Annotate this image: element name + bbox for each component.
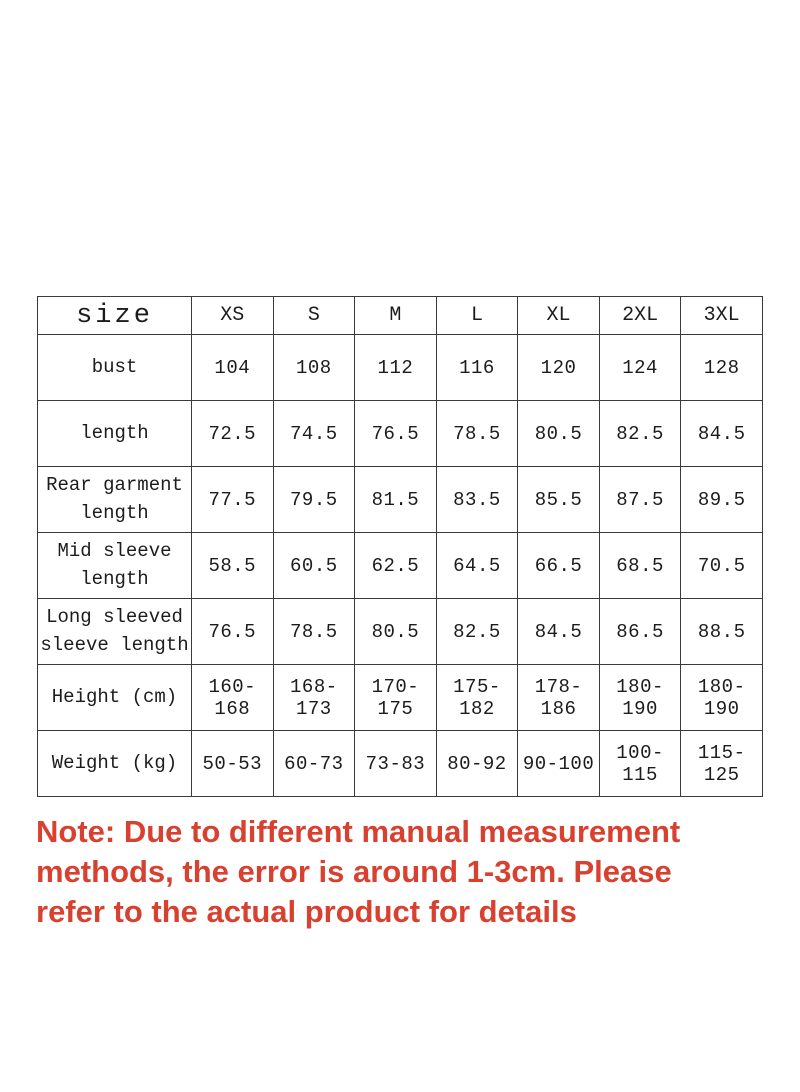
rear-garment-value-xl: 85.5 xyxy=(518,467,600,533)
size-chart-table xyxy=(37,296,763,797)
row-label-rear-garment-length: Rear garment length xyxy=(38,467,192,533)
bust-value-2xl: 124 xyxy=(599,335,681,401)
length-value-l: 78.5 xyxy=(436,401,518,467)
column-header-s: S xyxy=(273,297,355,335)
rear-garment-value-l: 83.5 xyxy=(436,467,518,533)
row-label-bust: bust xyxy=(38,335,192,401)
length-value-2xl: 82.5 xyxy=(599,401,681,467)
long-sleeve-value-l: 82.5 xyxy=(436,599,518,665)
long-sleeve-value-s: 78.5 xyxy=(273,599,355,665)
rear-garment-value-2xl: 87.5 xyxy=(599,467,681,533)
bust-value-xs: 104 xyxy=(192,335,274,401)
note-line: Note: Due to different manual measurement xyxy=(36,814,681,849)
table-row-rear-garment-length xyxy=(38,467,763,533)
long-sleeve-value-xs: 76.5 xyxy=(192,599,274,665)
bust-value-l: 116 xyxy=(436,335,518,401)
rear-garment-value-3xl: 89.5 xyxy=(681,467,763,533)
column-header-xl: XL xyxy=(518,297,600,335)
bust-value-s: 108 xyxy=(273,335,355,401)
column-header-2xl: 2XL xyxy=(599,297,681,335)
mid-sleeve-value-l: 64.5 xyxy=(436,533,518,599)
mid-sleeve-value-xs: 58.5 xyxy=(192,533,274,599)
length-value-3xl: 84.5 xyxy=(681,401,763,467)
bust-value-3xl: 128 xyxy=(681,335,763,401)
table-row-height xyxy=(38,665,763,731)
bust-value-m: 112 xyxy=(355,335,437,401)
column-header-m: M xyxy=(355,297,437,335)
column-header-xs: XS xyxy=(192,297,274,335)
size-header-cell: size xyxy=(38,297,192,335)
column-header-l: L xyxy=(436,297,518,335)
length-value-m: 76.5 xyxy=(355,401,437,467)
note-line: refer to the actual product for details xyxy=(36,894,577,929)
table-row-long-sleeved-sleeve-length xyxy=(38,599,763,665)
table-row-bust xyxy=(38,335,763,401)
row-label-mid-sleeve-length: Mid sleeve length xyxy=(38,533,192,599)
mid-sleeve-value-m: 62.5 xyxy=(355,533,437,599)
table-row-mid-sleeve-length xyxy=(38,533,763,599)
table-row-length xyxy=(38,401,763,467)
rear-garment-value-xs: 77.5 xyxy=(192,467,274,533)
table-row-weight xyxy=(38,731,763,797)
height-value-2xl: 180-190 xyxy=(599,665,681,731)
length-value-xl: 80.5 xyxy=(518,401,600,467)
row-label-length: length xyxy=(38,401,192,467)
measurement-note xyxy=(36,812,788,932)
mid-sleeve-value-xl: 66.5 xyxy=(518,533,600,599)
long-sleeve-value-2xl: 86.5 xyxy=(599,599,681,665)
height-value-xl: 178-186 xyxy=(518,665,600,731)
weight-value-2xl: 100-115 xyxy=(599,731,681,797)
weight-value-xs: 50-53 xyxy=(192,731,274,797)
height-value-m: 170-175 xyxy=(355,665,437,731)
height-value-xs: 160-168 xyxy=(192,665,274,731)
height-value-3xl: 180-190 xyxy=(681,665,763,731)
weight-value-s: 60-73 xyxy=(273,731,355,797)
height-value-s: 168-173 xyxy=(273,665,355,731)
weight-value-xl: 90-100 xyxy=(518,731,600,797)
weight-value-l: 80-92 xyxy=(436,731,518,797)
mid-sleeve-value-s: 60.5 xyxy=(273,533,355,599)
rear-garment-value-s: 79.5 xyxy=(273,467,355,533)
mid-sleeve-value-3xl: 70.5 xyxy=(681,533,763,599)
column-header-3xl: 3XL xyxy=(681,297,763,335)
length-value-s: 74.5 xyxy=(273,401,355,467)
height-value-l: 175-182 xyxy=(436,665,518,731)
row-label-long-sleeved-sleeve-length: Long sleeved sleeve length xyxy=(38,599,192,665)
row-label-height: Height (cm) xyxy=(38,665,192,731)
length-value-xs: 72.5 xyxy=(192,401,274,467)
long-sleeve-value-3xl: 88.5 xyxy=(681,599,763,665)
weight-value-m: 73-83 xyxy=(355,731,437,797)
table-header-row xyxy=(38,297,763,335)
note-line: methods, the error is around 1-3cm. Please xyxy=(36,854,672,889)
long-sleeve-value-m: 80.5 xyxy=(355,599,437,665)
long-sleeve-value-xl: 84.5 xyxy=(518,599,600,665)
rear-garment-value-m: 81.5 xyxy=(355,467,437,533)
row-label-weight: Weight (kg) xyxy=(38,731,192,797)
bust-value-xl: 120 xyxy=(518,335,600,401)
mid-sleeve-value-2xl: 68.5 xyxy=(599,533,681,599)
weight-value-3xl: 115-125 xyxy=(681,731,763,797)
